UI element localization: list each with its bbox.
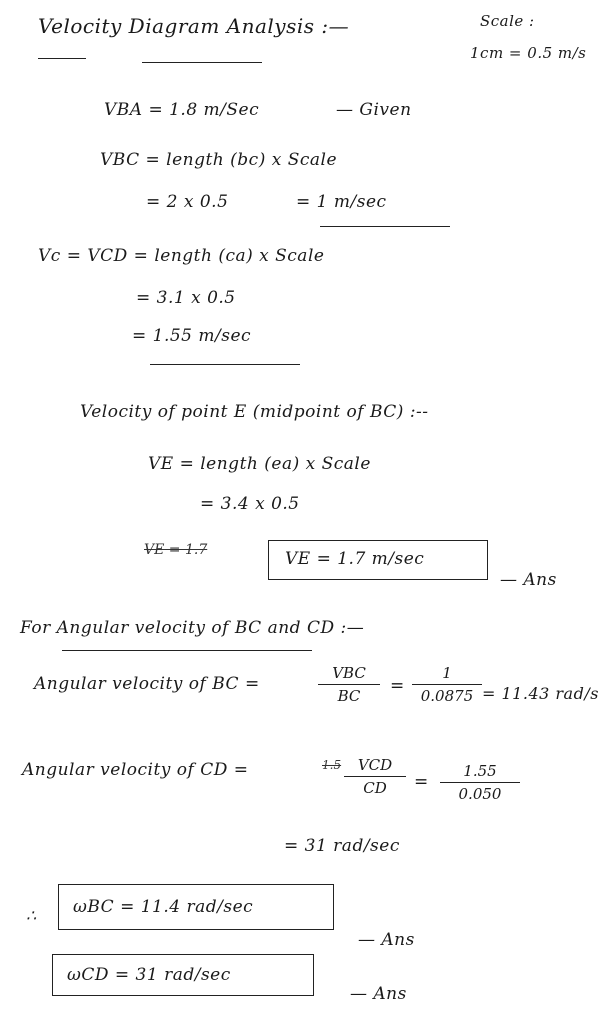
given-vba: VBA = 1.8 m/Sec xyxy=(104,100,260,120)
angular-cd-fraction xyxy=(344,756,406,797)
angular-cd-struck: 1.5 xyxy=(322,758,342,772)
given-note: — Given xyxy=(336,100,412,120)
struck-out-text: VE = 1.7 xyxy=(144,542,208,558)
angular-cd-numerator-2: 1.55 xyxy=(440,762,520,783)
angular-cd-denominator: CD xyxy=(363,779,387,797)
vc-result: = 1.55 m/sec xyxy=(132,326,252,346)
angular-bc-fraction-2 xyxy=(412,664,482,705)
wbc-answer: ωBC = 11.4 rad/sec xyxy=(73,897,254,917)
angular-bc-equals: = xyxy=(390,676,405,696)
angular-cd-result: = 31 rad/sec xyxy=(284,836,400,856)
page-title: Velocity Diagram Analysis :— xyxy=(38,14,350,38)
vbc-substitution: = 2 x 0.5 xyxy=(146,192,229,212)
angular-cd-numerator: VCD xyxy=(344,756,406,777)
point-e-heading: Velocity of point E (midpoint of BC) :-- xyxy=(80,402,429,422)
angular-bc-numerator-2: 1 xyxy=(412,664,482,685)
title-underline-left xyxy=(38,58,86,59)
vc-result-underline xyxy=(150,364,300,365)
wbc-ans-label: — Ans xyxy=(358,930,415,950)
vbc-result-underline xyxy=(320,226,450,227)
angular-cd-fraction-2 xyxy=(440,762,520,803)
ve-formula: VE = length (ea) x Scale xyxy=(148,454,371,474)
scale-label: Scale : xyxy=(480,12,535,30)
angular-bc-denominator: BC xyxy=(337,687,361,705)
angular-cd-label: Angular velocity of CD = xyxy=(22,760,249,780)
angular-bc-fraction xyxy=(318,664,380,705)
angular-heading: For Angular velocity of BC and CD :— xyxy=(20,618,365,638)
vc-formula: Vc = VCD = length (ca) x Scale xyxy=(38,246,325,266)
angular-bc-result: = 11.43 rad/s xyxy=(482,684,599,703)
ve-answer-box xyxy=(268,540,488,580)
title-underline-right xyxy=(142,62,262,63)
vbc-result: = 1 m/sec xyxy=(296,192,387,212)
vc-substitution: = 3.1 x 0.5 xyxy=(136,288,236,308)
angular-cd-equals: = xyxy=(414,772,429,792)
ve-answer: VE = 1.7 m/sec xyxy=(285,549,425,569)
wbc-answer-box xyxy=(58,884,334,930)
wcd-answer-box xyxy=(52,954,314,996)
scale-value: 1cm = 0.5 m/s xyxy=(470,44,587,62)
ve-ans-label: — Ans xyxy=(500,570,557,590)
vbc-formula: VBC = length (bc) x Scale xyxy=(100,150,338,170)
wcd-ans-label: — Ans xyxy=(350,984,407,1004)
ve-substitution: = 3.4 x 0.5 xyxy=(200,494,300,514)
angular-heading-underline xyxy=(62,650,312,651)
angular-bc-numerator: VBC xyxy=(318,664,380,685)
angular-cd-denominator-2: 0.050 xyxy=(458,785,502,803)
wcd-answer: ωCD = 31 rad/sec xyxy=(67,965,231,985)
therefore-symbol: ∴ xyxy=(26,906,37,925)
angular-bc-label: Angular velocity of BC = xyxy=(34,674,260,694)
angular-bc-denominator-2: 0.0875 xyxy=(420,687,474,705)
